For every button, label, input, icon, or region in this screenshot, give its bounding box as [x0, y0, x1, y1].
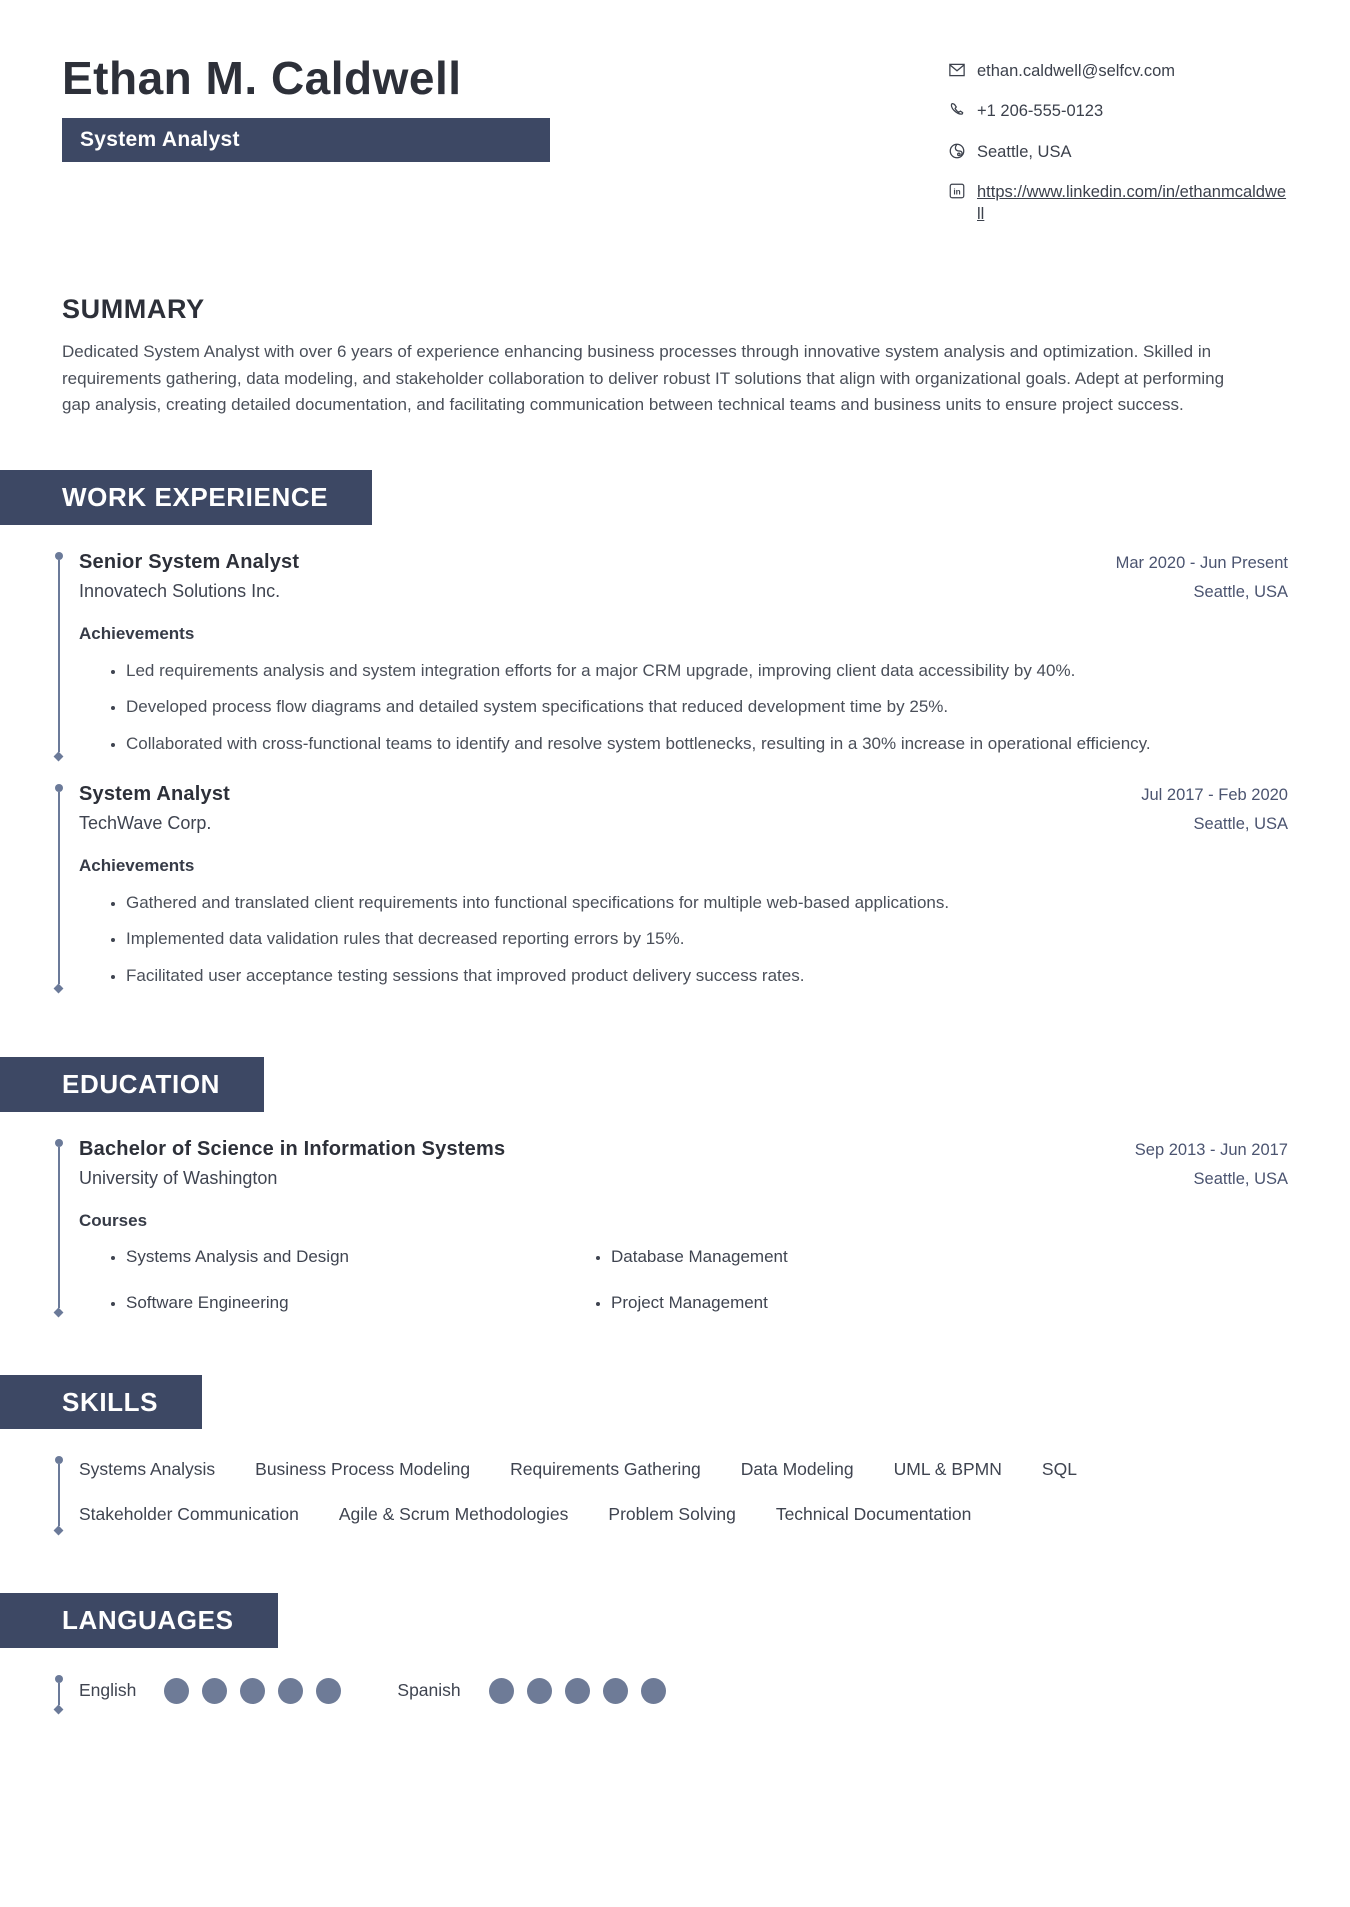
- skill-item: Requirements Gathering: [510, 1459, 701, 1480]
- language-name: Spanish: [397, 1680, 461, 1701]
- skill-item: UML & BPMN: [893, 1459, 1002, 1480]
- level-dot: [527, 1678, 552, 1704]
- skills-entry: [58, 1455, 1288, 1531]
- level-dot: [316, 1678, 341, 1704]
- contact-phone-row: [948, 100, 1288, 125]
- linkedin-icon: [948, 181, 966, 206]
- timeline-decoration: [58, 1683, 60, 1705]
- achievement-item: • Developed process flow diagrams and detailed system specifications that reduced development time by 25%.: [126, 694, 1288, 720]
- job-title-banner: System Analyst: [62, 118, 550, 162]
- languages-heading: LANGUAGES: [0, 1593, 278, 1648]
- job-entry: [58, 783, 1288, 989]
- skill-item: Data Modeling: [740, 1459, 854, 1480]
- education-entry: [58, 1138, 1288, 1313]
- contact-linkedin-row: [948, 181, 1288, 226]
- job-location: Seattle, USA: [1193, 814, 1288, 833]
- achievements-label: Achievements: [79, 855, 195, 875]
- contact-phone: +1 206-555-0123: [977, 102, 1104, 121]
- resume-header: [0, 0, 1350, 240]
- course-item: • Systems Analysis and Design: [126, 1247, 611, 1267]
- level-dot: [240, 1678, 265, 1704]
- level-dot: [489, 1678, 514, 1704]
- job-entry: [58, 551, 1288, 757]
- job-location: Seattle, USA: [1193, 582, 1288, 601]
- achievements-list: [79, 658, 1288, 757]
- timeline-decoration: [58, 1464, 60, 1526]
- timeline-decoration: [58, 792, 60, 984]
- level-dot: [603, 1678, 628, 1704]
- achievement-item: • Collaborated with cross-functional teams to identify and resolve system bottlenecks, resulting in a 30% increase in operational efficiency.: [126, 731, 1288, 757]
- job-company: Innovatech Solutions Inc.: [79, 580, 281, 601]
- courses-label: Courses: [79, 1210, 148, 1230]
- achievements-list: [79, 890, 1288, 989]
- course-item: • Project Management: [611, 1293, 1288, 1313]
- skill-item: Technical Documentation: [775, 1504, 972, 1525]
- achievement-item: • Implemented data validation rules that decreased reporting errors by 15%.: [126, 926, 1288, 952]
- level-dot: [164, 1678, 189, 1704]
- contact-block: [948, 54, 1288, 240]
- job-dates: Mar 2020 - Jun Present: [1115, 553, 1288, 572]
- globe-icon: [948, 141, 966, 166]
- contact-location: Seattle, USA: [977, 142, 1072, 161]
- education-dates: Sep 2013 - Jun 2017: [1134, 1140, 1288, 1159]
- languages-entry: [58, 1674, 1288, 1710]
- level-dot: [565, 1678, 590, 1704]
- contact-location-row: [948, 141, 1288, 166]
- degree-title: Bachelor of Science in Information Systems: [79, 1137, 506, 1160]
- language-group: [79, 1678, 341, 1704]
- work-experience-heading: WORK EXPERIENCE: [0, 470, 372, 525]
- summary-heading: SUMMARY: [62, 294, 205, 325]
- skill-item: SQL: [1041, 1459, 1077, 1480]
- skills-list: [79, 1455, 1214, 1531]
- education-heading: EDUCATION: [0, 1057, 264, 1112]
- job-company: TechWave Corp.: [79, 812, 212, 833]
- education-location: Seattle, USA: [1193, 1169, 1288, 1188]
- linkedin-link[interactable]: https://www.linkedin.com/in/ethanmcaldwell: [977, 182, 1287, 224]
- skill-item: Systems Analysis: [79, 1459, 216, 1480]
- language-name: English: [79, 1680, 137, 1701]
- summary-text: Dedicated System Analyst with over 6 years of experience enhancing business processes through innovative system analysis and optimization. Skilled in requirements gathering, data modeling, and stakeholder collaboration to deliver robust IT solutions that align with organizational goals. Adept at performing gap analysis, creating detailed documentation, and facilitating communication between technical teams and business units to ensure project success.: [62, 342, 1225, 415]
- timeline-decoration: [58, 560, 60, 752]
- course-item: • Database Management: [611, 1247, 1288, 1267]
- language-group: [397, 1678, 665, 1704]
- timeline-decoration: [58, 1147, 60, 1308]
- skill-item: Stakeholder Communication: [79, 1504, 299, 1525]
- level-dot: [202, 1678, 227, 1704]
- email-icon: [948, 60, 966, 85]
- contact-email: ethan.caldwell@selfcv.com: [977, 62, 1176, 80]
- level-dot: [641, 1678, 666, 1704]
- achievement-item: • Facilitated user acceptance testing sessions that improved product delivery success rates.: [126, 963, 1288, 989]
- level-dot: [278, 1678, 303, 1704]
- school-name: University of Washington: [79, 1167, 278, 1188]
- courses-list: [79, 1247, 1288, 1313]
- job-title: Senior System Analyst: [79, 550, 300, 573]
- phone-icon: [948, 100, 966, 125]
- contact-email-row: [948, 60, 1288, 85]
- course-item: • Software Engineering: [126, 1293, 611, 1313]
- skill-item: Agile & Scrum Methodologies: [338, 1504, 569, 1525]
- skills-heading: SKILLS: [0, 1375, 202, 1430]
- language-level-dots: [489, 1678, 666, 1704]
- skill-item: Business Process Modeling: [255, 1459, 471, 1480]
- skill-item: Problem Solving: [608, 1504, 736, 1525]
- svg-text:in: in: [953, 187, 961, 197]
- languages-row: [79, 1674, 1288, 1710]
- job-dates: Jul 2017 - Feb 2020: [1141, 785, 1288, 804]
- achievement-item: • Gathered and translated client requirements into functional specifications for multiple web-based applications.: [126, 890, 1288, 916]
- person-name: Ethan M. Caldwell: [62, 52, 462, 104]
- achievement-item: • Led requirements analysis and system integration efforts for a major CRM upgrade, improving client data accessibility by 40%.: [126, 658, 1288, 684]
- identity-block: [62, 54, 550, 240]
- language-level-dots: [164, 1678, 341, 1704]
- job-title: System Analyst: [79, 782, 231, 805]
- achievements-label: Achievements: [79, 623, 195, 643]
